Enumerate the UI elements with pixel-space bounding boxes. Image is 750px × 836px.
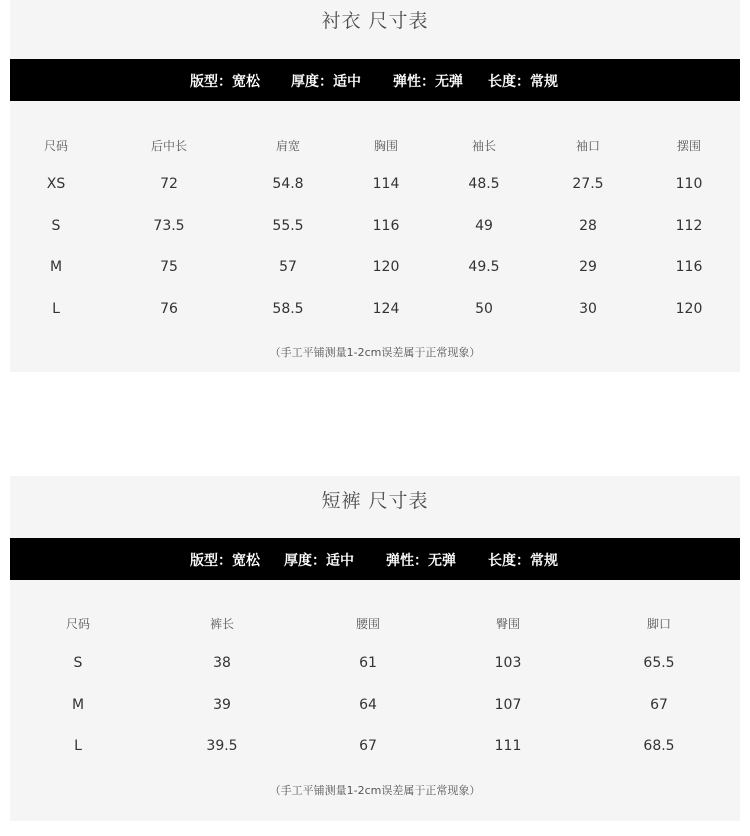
table-cell: L bbox=[74, 738, 82, 754]
table-cell: 54.8 bbox=[272, 176, 304, 192]
table-cell: 61 bbox=[359, 655, 377, 671]
spec-fit: 版型：宽松 bbox=[190, 553, 260, 569]
table-cell: 120 bbox=[372, 259, 400, 275]
table-cell: 39 bbox=[213, 697, 231, 713]
table-header-cell: 尺码 bbox=[43, 139, 69, 153]
table-cell: 49.5 bbox=[468, 259, 500, 275]
shorts-size-chart bbox=[10, 476, 740, 821]
table-cell: 64 bbox=[359, 697, 377, 713]
table-cell: 75 bbox=[160, 259, 178, 275]
table-header-cell: 脚口 bbox=[646, 617, 672, 631]
table-cell: L bbox=[52, 301, 60, 317]
table-cell: 120 bbox=[675, 301, 703, 317]
table-cell: 27.5 bbox=[572, 176, 604, 192]
table-cell: 58.5 bbox=[272, 301, 304, 317]
table-cell: S bbox=[73, 655, 83, 671]
table-cell: 103 bbox=[494, 655, 522, 671]
table-cell: 116 bbox=[675, 259, 703, 275]
table-cell: M bbox=[49, 259, 63, 275]
spec-length: 长度：常规 bbox=[488, 553, 558, 569]
shorts-spec-bar bbox=[10, 538, 740, 580]
table-header-cell: 袖口 bbox=[575, 139, 601, 153]
table-header-cell: 裤长 bbox=[209, 617, 235, 631]
table-cell: S bbox=[51, 218, 61, 234]
shirt-spec-bar bbox=[10, 59, 740, 101]
table-cell: 67 bbox=[650, 697, 668, 713]
table-cell: 110 bbox=[675, 176, 703, 192]
table-cell: XS bbox=[46, 176, 66, 192]
measurement-note: （手工平铺测量1-2cm误差属于正常现象） bbox=[269, 784, 481, 797]
table-header-cell: 后中长 bbox=[150, 139, 188, 153]
table-header-cell: 袖长 bbox=[471, 139, 497, 153]
table-header-cell: 肩宽 bbox=[275, 139, 301, 153]
spec-elasticity: 弹性：无弹 bbox=[386, 553, 456, 569]
table-cell: 107 bbox=[494, 697, 522, 713]
table-cell: 116 bbox=[372, 218, 400, 234]
table-header-cell: 腰围 bbox=[355, 617, 381, 631]
table-cell: 112 bbox=[675, 218, 703, 234]
table-cell: 111 bbox=[494, 738, 522, 754]
spec-elasticity: 弹性：无弹 bbox=[393, 74, 463, 90]
table-cell: 50 bbox=[475, 301, 493, 317]
table-cell: 67 bbox=[359, 738, 377, 754]
table-cell: 65.5 bbox=[643, 655, 675, 671]
shorts-chart-title: 短裤 尺寸表 bbox=[321, 490, 429, 512]
table-cell: 38 bbox=[213, 655, 231, 671]
table-cell: 73.5 bbox=[153, 218, 185, 234]
table-cell: 124 bbox=[372, 301, 400, 317]
table-cell: 28 bbox=[579, 218, 597, 234]
table-cell: 72 bbox=[160, 176, 178, 192]
table-header-cell: 胸围 bbox=[373, 139, 399, 153]
spec-thickness: 厚度：适中 bbox=[291, 74, 361, 90]
shirt-chart-title: 衬衣 尺寸表 bbox=[321, 10, 429, 32]
table-cell: 39.5 bbox=[206, 738, 238, 754]
table-cell: M bbox=[71, 697, 85, 713]
spec-thickness: 厚度：适中 bbox=[284, 553, 354, 569]
table-header-cell: 臀围 bbox=[495, 617, 521, 631]
table-cell: 49 bbox=[475, 218, 493, 234]
table-cell: 68.5 bbox=[643, 738, 675, 754]
shirt-size-chart bbox=[10, 0, 740, 372]
spec-fit: 版型：宽松 bbox=[190, 74, 260, 90]
spec-length: 长度：常规 bbox=[488, 74, 558, 90]
table-header-cell: 尺码 bbox=[65, 617, 91, 631]
table-cell: 57 bbox=[279, 259, 297, 275]
table-cell: 30 bbox=[579, 301, 597, 317]
table-header-cell: 摆围 bbox=[676, 139, 702, 153]
table-cell: 48.5 bbox=[468, 176, 500, 192]
table-cell: 76 bbox=[160, 301, 178, 317]
table-cell: 55.5 bbox=[272, 218, 304, 234]
table-cell: 29 bbox=[579, 259, 597, 275]
measurement-note: （手工平铺测量1-2cm误差属于正常现象） bbox=[269, 346, 481, 359]
table-cell: 114 bbox=[372, 176, 400, 192]
